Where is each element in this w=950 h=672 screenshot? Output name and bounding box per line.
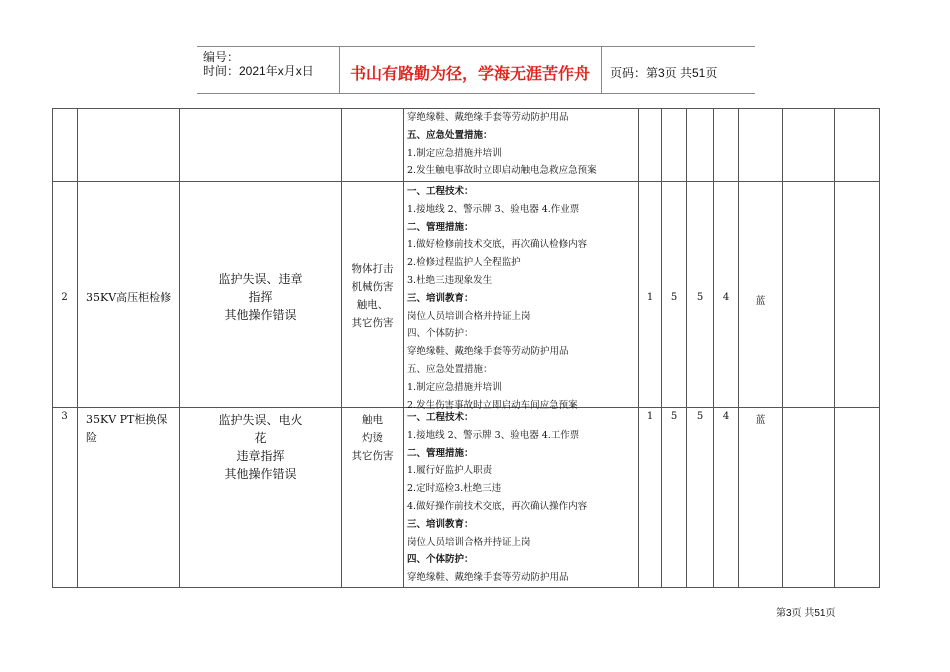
table-cell-harm bbox=[342, 182, 404, 408]
table-cell-c bbox=[687, 108, 714, 182]
motto: 书山有路勤为径，学海无涯苦作舟 bbox=[350, 64, 591, 83]
measure-line: 1.制定应急措施并培训 bbox=[407, 381, 502, 393]
table-cell-c bbox=[687, 182, 714, 408]
harm-line: 其它伤害 bbox=[351, 450, 394, 462]
measure-line: 穿绝缘鞋、戴绝缘手套等劳动防护用品 bbox=[407, 346, 569, 358]
cell-value-d: 4 bbox=[722, 411, 730, 422]
measure-line: 五、应急处置措施： bbox=[407, 129, 493, 141]
measure-line: 穿绝缘鞋、戴绝缘手套等劳动防护用品 bbox=[407, 572, 569, 584]
measure-line: 岗位人员培训合格并持证上岗 bbox=[407, 536, 531, 548]
measure-line: 二、管理措施： bbox=[407, 221, 474, 233]
cause-line: 花 bbox=[254, 431, 267, 445]
time-label: 时间：2021年x月x日 bbox=[203, 64, 314, 78]
cell-value-e: 5 bbox=[670, 411, 678, 422]
table-cell-no bbox=[52, 408, 78, 588]
table-cell-extra2 bbox=[835, 182, 880, 408]
measure-line: 1.履行好监护人职责 bbox=[407, 465, 493, 477]
table-cell-d bbox=[714, 182, 739, 408]
table-cell-cause bbox=[180, 408, 342, 588]
harm-list bbox=[342, 260, 403, 332]
harm-line: 其它伤害 bbox=[351, 317, 394, 329]
measure-line: 4.做好操作前技术交底，再次确认操作内容 bbox=[407, 500, 588, 512]
task-name: 35KV PT柜换保险 bbox=[86, 413, 168, 444]
harm-list bbox=[342, 411, 403, 465]
measure-line: 一、工程技术： bbox=[407, 186, 474, 197]
cell-value-l: 1 bbox=[646, 411, 654, 422]
table-cell-l bbox=[639, 108, 662, 182]
page-header bbox=[197, 46, 755, 94]
table-cell-measures bbox=[404, 408, 639, 588]
measure-line: 1.接地线 2、警示牌 3、验电器 4.作业票 bbox=[407, 203, 580, 215]
measure-line: 二、管理措施： bbox=[407, 447, 474, 459]
cause-line: 监护失误、电火 bbox=[218, 413, 303, 427]
table-cell-extra1 bbox=[783, 408, 835, 588]
table-cell-measures bbox=[404, 108, 639, 182]
cell-value-c: 5 bbox=[696, 411, 704, 422]
header-page-cell bbox=[601, 47, 752, 93]
cause-line: 监护失误、违章 bbox=[218, 272, 303, 286]
table-cell-e bbox=[662, 182, 687, 408]
measure-line: 3.杜绝三违现象发生 bbox=[407, 274, 493, 286]
measure-line: 2.定时巡检3.杜绝三违 bbox=[407, 483, 502, 495]
number-label: 编号： bbox=[203, 50, 240, 64]
measure-line: 四、个体防护： bbox=[407, 554, 474, 566]
harm-line: 物体打击 bbox=[351, 263, 394, 275]
table-cell-task bbox=[78, 408, 180, 588]
table-cell-harm bbox=[342, 408, 404, 588]
table-cell-extra2 bbox=[835, 108, 880, 182]
table-cell-level bbox=[739, 108, 783, 182]
cell-value-no: 2 bbox=[61, 292, 68, 303]
header-meta bbox=[197, 47, 339, 93]
harm-line: 机械伤害 bbox=[351, 281, 394, 293]
table-cell-measures bbox=[404, 182, 639, 411]
table-cell-no bbox=[52, 108, 78, 182]
table-cell-d bbox=[714, 108, 739, 182]
table-cell-l bbox=[639, 408, 662, 588]
measure-line: 四、个体防护： bbox=[407, 328, 474, 340]
cell-value-no: 3 bbox=[61, 411, 68, 422]
table-cell-cause bbox=[180, 182, 342, 408]
measure-line: 2.发生伤害事故时立即启动车间应急预案 bbox=[407, 399, 578, 411]
table-cell-no bbox=[52, 182, 78, 408]
risk-table bbox=[52, 108, 880, 588]
page-label: 页码：第3页 共51页 bbox=[610, 66, 718, 80]
table-cell-extra1 bbox=[783, 182, 835, 408]
table-cell-cause bbox=[180, 108, 342, 182]
table-cell-harm bbox=[342, 108, 404, 182]
cell-value-l: 1 bbox=[646, 292, 654, 303]
table-cell-level bbox=[739, 182, 783, 408]
table-cell-l bbox=[639, 182, 662, 408]
table-cell-e bbox=[662, 408, 687, 588]
measure-line: 三、培训教育： bbox=[407, 292, 474, 304]
cell-value-c: 5 bbox=[696, 292, 704, 303]
cell-value-level: 蓝 bbox=[755, 415, 766, 426]
cause-line: 其他操作错误 bbox=[224, 467, 297, 481]
cause-line: 其他操作错误 bbox=[224, 308, 297, 322]
task-name: 35KV高压柜检修 bbox=[86, 291, 172, 304]
measure-line: 穿绝缘鞋、戴绝缘手套等劳动防护用品 bbox=[407, 112, 569, 123]
measure-line: 2.检修过程监护人全程监护 bbox=[407, 257, 521, 269]
cause-line: 违章指挥 bbox=[236, 449, 285, 463]
measure-line: 一、工程技术： bbox=[407, 412, 474, 423]
measure-line: 五、应急处置措施： bbox=[407, 363, 493, 375]
measures-list bbox=[404, 109, 638, 180]
harm-line: 触电、 bbox=[356, 299, 389, 311]
measures-list bbox=[404, 183, 638, 414]
cell-value-e: 5 bbox=[670, 292, 678, 303]
table-cell-e bbox=[662, 108, 687, 182]
table-cell-level bbox=[739, 408, 783, 588]
table-cell-d bbox=[714, 408, 739, 588]
table-cell-extra2 bbox=[835, 408, 880, 588]
table-cell-c bbox=[687, 408, 714, 588]
cause-line: 指挥 bbox=[248, 290, 273, 304]
cell-value-level: 蓝 bbox=[755, 296, 766, 307]
measures-list bbox=[404, 409, 638, 587]
measure-line: 1.接地线 2、警示牌 3、验电器 4.工作票 bbox=[407, 429, 580, 441]
cell-value-d: 4 bbox=[722, 292, 730, 303]
table-cell-task bbox=[78, 108, 180, 182]
measure-line: 岗位人员培训合格并持证上岗 bbox=[407, 310, 531, 322]
measure-line: 1.做好检修前技术交底，再次确认检修内容 bbox=[407, 239, 588, 251]
cause-list bbox=[180, 411, 341, 483]
harm-line: 灼烫 bbox=[362, 432, 383, 444]
measure-line: 2.发生触电事故时立即启动触电急救应急预案 bbox=[407, 165, 597, 177]
measure-line: 1.制定应急措施并培训 bbox=[407, 147, 502, 159]
measure-line: 三、培训教育： bbox=[407, 518, 474, 530]
harm-line: 触电 bbox=[362, 414, 383, 426]
table-cell-task bbox=[78, 182, 180, 408]
page-footer: 第3页 共51页 bbox=[776, 608, 836, 619]
cause-list bbox=[180, 270, 341, 324]
table-cell-extra1 bbox=[783, 108, 835, 182]
